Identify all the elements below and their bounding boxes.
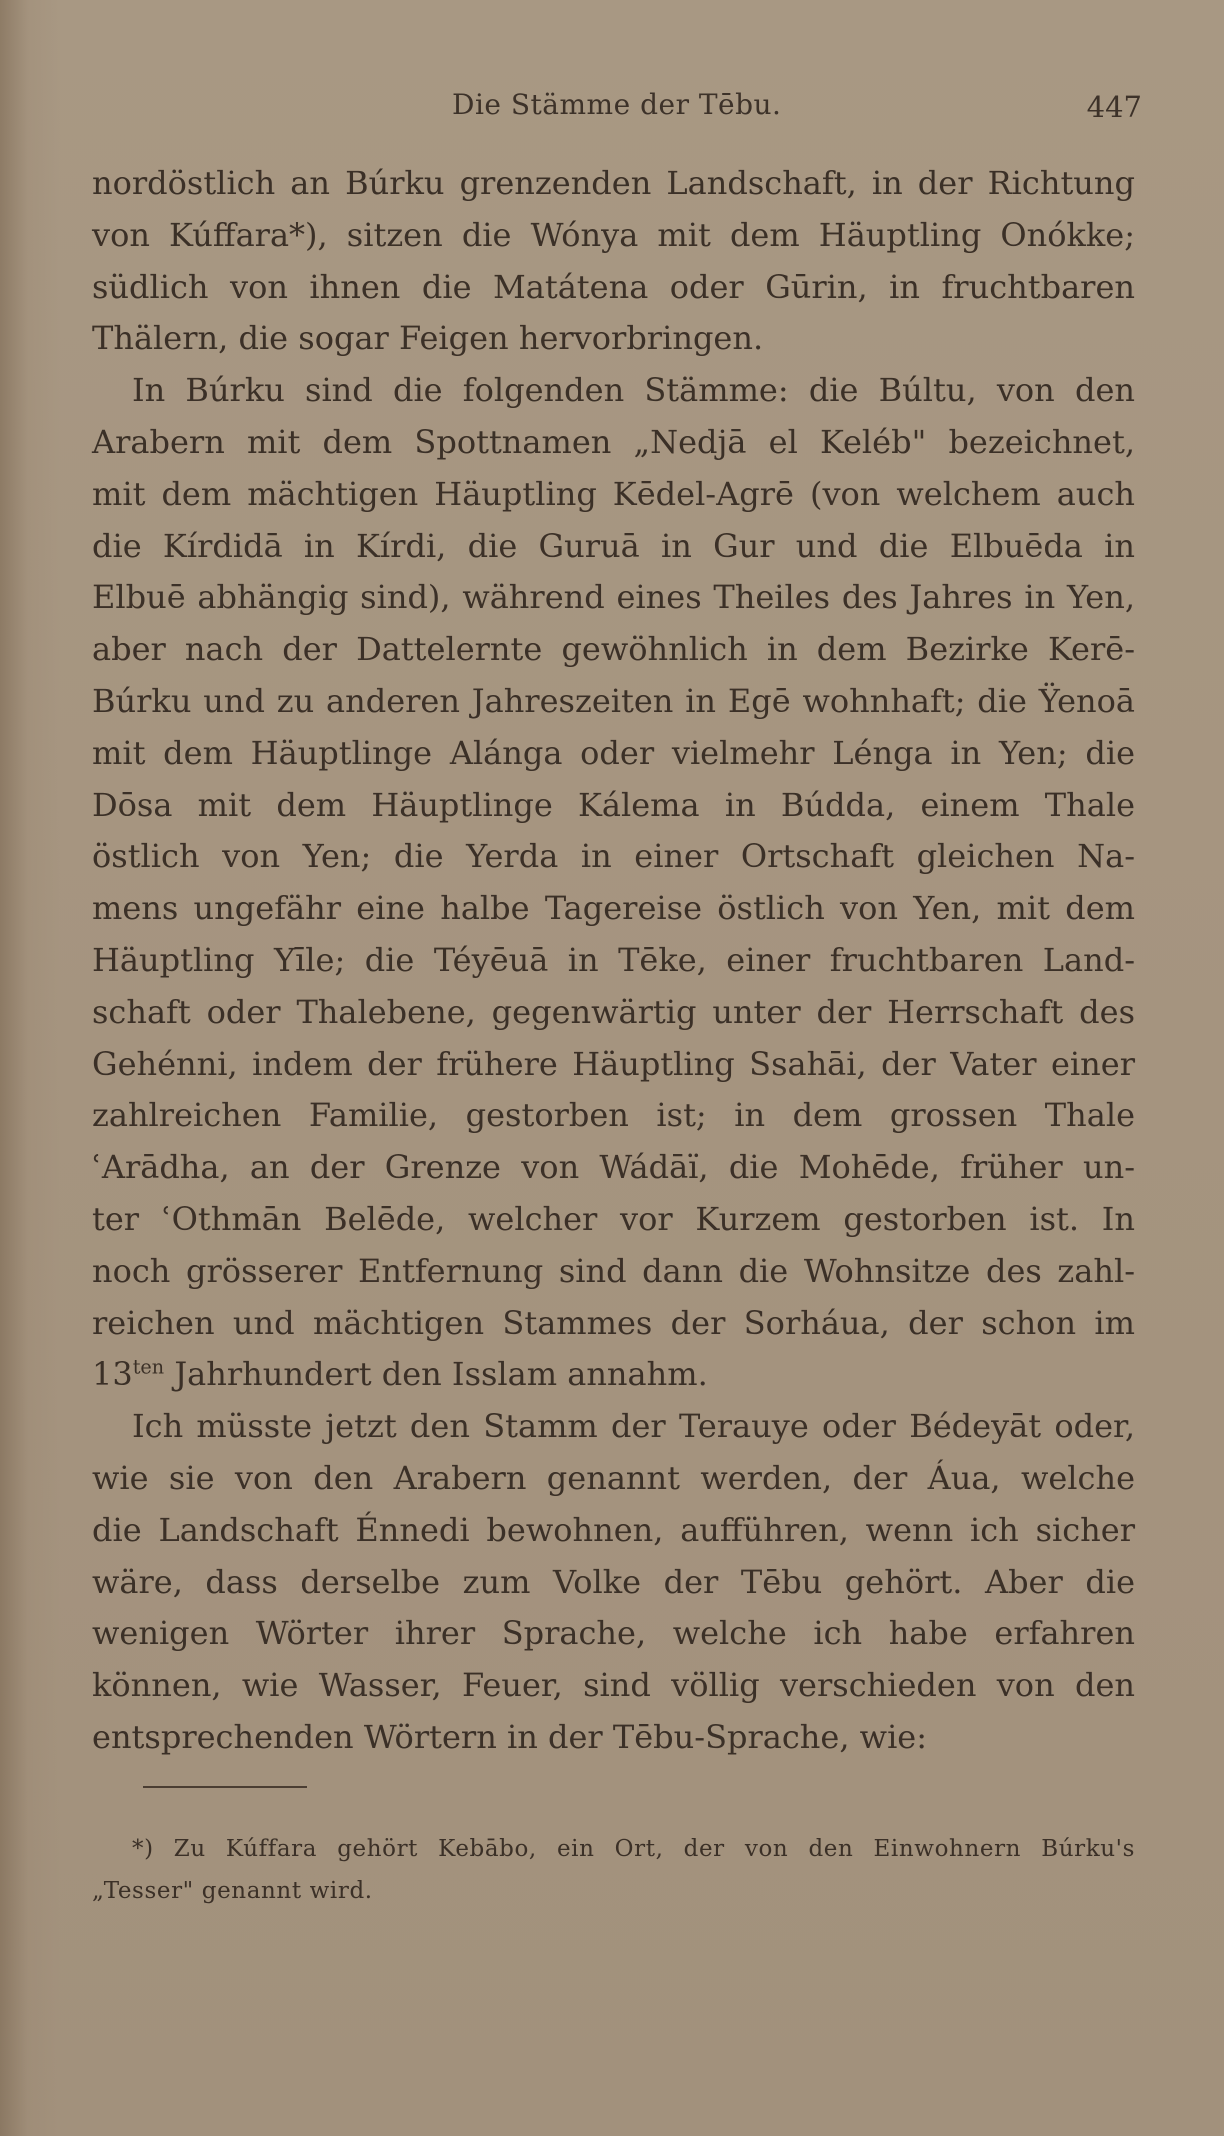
footnote-line: „Tesser" genannt wird. [92,1878,373,1904]
text-line: wäre, dass derselbe zum Volke der Tēbu gehört. Aber die [92,1562,1135,1601]
text-line: die Kírdidā in Kírdi, die Guruā in Gur und die Elbuēda in [92,526,1135,565]
text-line: Gehénni, indem der frühere Häuptling Ssahāi, der Vater einer [92,1044,1135,1083]
text-line: Búrku und zu anderen Jahreszeiten in Egē wohnhaft; die Ÿenoā [92,681,1135,720]
text-line: zahlreichen Familie, gestorben ist; in dem grossen Thale [92,1096,1135,1135]
text-line: Elbuē abhängig sind), während eines Theiles des Jahres in Yen, [92,578,1135,617]
text-line: wenigen Wörter ihrer Sprache, welche ich habe erfahren [92,1614,1135,1653]
text-line: schaft oder Thalebene, gegenwärtig unter der Herrschaft des [92,992,1135,1031]
text-line: nordöstlich an Búrku grenzenden Landschaft, in der Richtung [92,164,1135,202]
text-line: ter ʿOthmān Belēde, welcher vor Kurzem gestorben ist. In [92,1199,1135,1238]
text-line: Arabern mit dem Spottnamen „Nedjā el Keléb" bezeichnet, [92,422,1135,461]
text-line: noch grösserer Entfernung sind dann die Wohnsitze des zahl- [92,1251,1135,1290]
text-line: aber nach der Dattelernte gewöhnlich in dem Bezirke Kerē- [92,630,1135,669]
running-title: Die Stämme der Tēbu. [452,88,782,121]
text-line: entsprechenden Wörtern in der Tēbu-Sprache, wie: [92,1717,928,1756]
text-line-rest: Jahrhundert den Isslam annahm. [174,1355,708,1394]
text-line: die Landschaft Énnedi bewohnen, aufführen, wenn ich sicher [92,1510,1135,1549]
text-line: südlich von ihnen die Matátena oder Gūrin, in fruchtbaren [92,267,1135,306]
footnote-line: *) Zu Kúffara gehört Kebābo, ein Ort, der von den Einwohnern Búrku's [132,1836,1135,1862]
text-line: wie sie von den Arabern genannt werden, der Áua, welche [92,1458,1135,1497]
text-line: Dōsa mit dem Häuptlinge Kálema in Búdda, einem Thale [92,785,1135,824]
text-line: östlich von Yen; die Yerda in einer Ortschaft gleichen Na- [92,837,1135,876]
text-line: können, wie Wasser, Feuer, sind völlig verschieden von den [92,1666,1135,1705]
footnote-rule [143,1786,307,1788]
text-line: mens ungefähr eine halbe Tagereise östlich von Yen, mit dem [92,889,1135,928]
text-line: Häuptling Yīle; die Téyēuā in Tēke, einer fruchtbaren Land- [92,940,1135,979]
text-line: Thälern, die sogar Feigen hervorbringen. [92,319,764,358]
text-line-century [92,1349,1135,1401]
text-line: reichen und mächtigen Stammes der Sorháua, der schon im [92,1303,1135,1342]
page-number: 447 [1086,90,1142,124]
text-line: ʿArādha, an der Grenze von Wádāï, die Mohēde, früher un- [92,1148,1135,1187]
text-line: mit dem mächtigen Häuptling Kēdel-Agrē (von welchem auch [92,474,1135,513]
century-number: 13 [92,1355,133,1394]
body-text [92,158,1135,1764]
text-line: In Búrku sind die folgenden Stämme: die Búltu, von den [132,371,1135,410]
text-line: von Kúffara*), sitzen die Wónya mit dem Häuptling Onókke; [92,215,1135,254]
century-suffix: ten [132,1355,165,1379]
text-line: Ich müsste jetzt den Stamm der Terauye oder Bédeyāt oder, [132,1407,1135,1446]
text-line: mit dem Häuptlinge Alánga oder vielmehr Lénga in Yen; die [92,733,1135,772]
footnote [92,1828,1135,1912]
